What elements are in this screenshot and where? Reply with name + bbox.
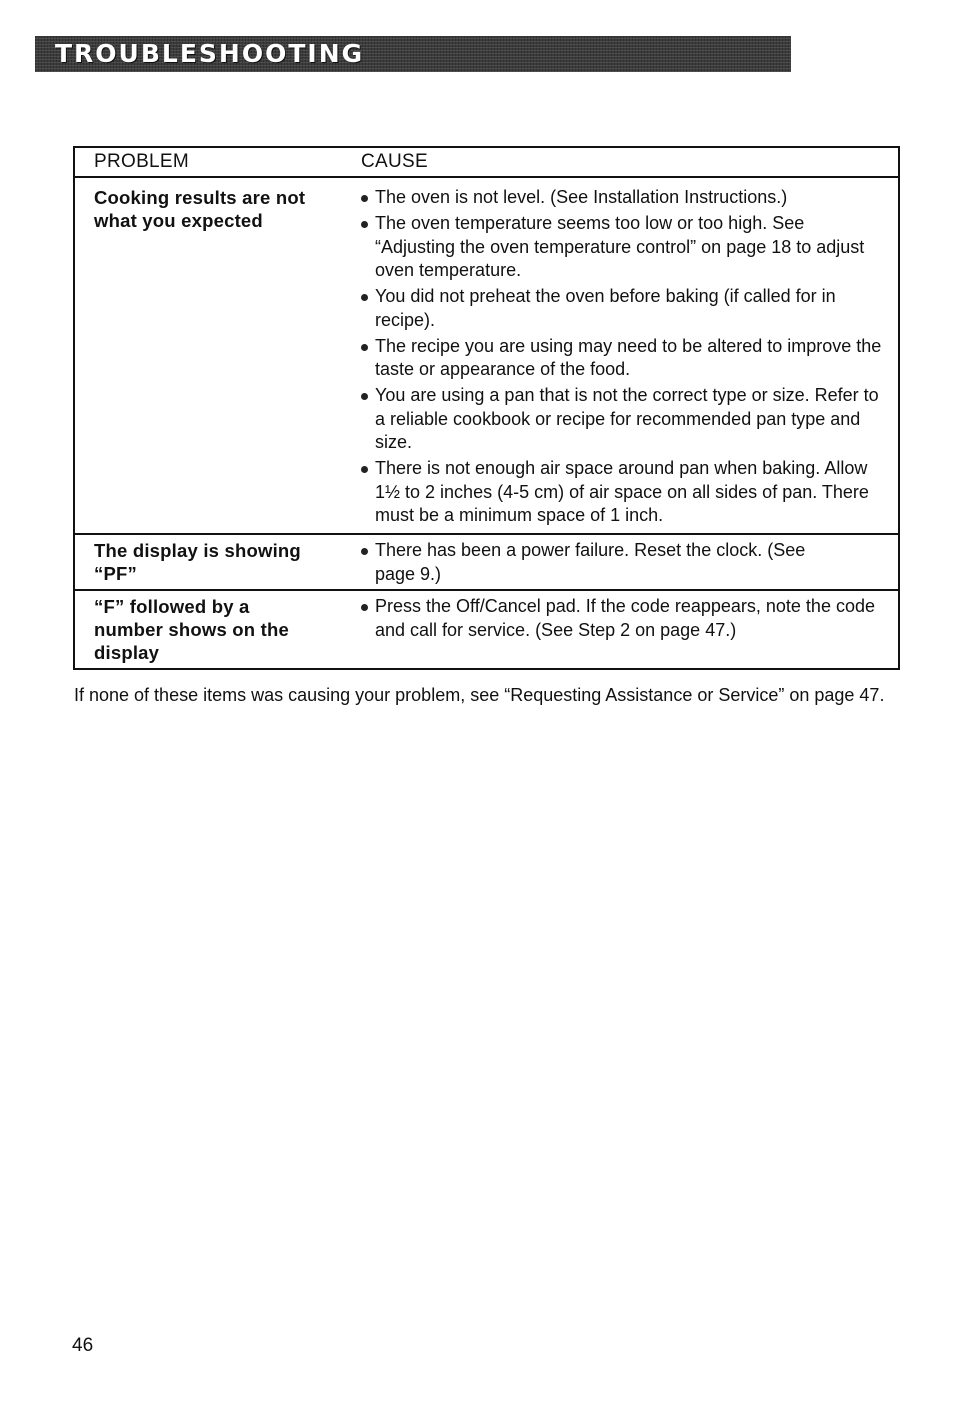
- problem-text: “F” followed by a number shows on the display: [94, 596, 289, 663]
- cause-item: [361, 539, 886, 586]
- cause-cell: [343, 186, 898, 530]
- bullet-icon: [361, 466, 368, 473]
- cause-text: There has been a power failure. Reset the clock. (See page 9.): [375, 540, 806, 584]
- troubleshooting-table: [73, 146, 900, 670]
- section-title: TROUBLESHOOTING: [55, 39, 365, 68]
- column-header-problem: PROBLEM: [94, 151, 190, 172]
- cause-text: The oven is not level. (See Installation Instructions.): [375, 187, 788, 207]
- cause-item: [361, 595, 886, 642]
- cause-list: [361, 539, 886, 586]
- problem-text: The display is showing “PF”: [94, 540, 301, 584]
- column-header-cause: CAUSE: [361, 151, 428, 172]
- cause-item: [361, 457, 886, 528]
- cause-list: [361, 595, 886, 642]
- bullet-icon: [361, 195, 368, 202]
- table-row: [75, 178, 898, 533]
- cause-text: The recipe you are using may need to be altered to improve the taste or appearance of the food.: [375, 335, 882, 379]
- cause-text: The oven temperature seems too low or too high. See “Adjusting the oven temperature control” on page 18 to adjust oven temperature.: [375, 213, 865, 280]
- cause-item: [361, 335, 886, 382]
- bullet-icon: [361, 294, 368, 301]
- bullet-icon: [361, 344, 368, 351]
- cause-cell: [343, 595, 898, 664]
- bullet-icon: [361, 604, 368, 611]
- problem-text: Cooking results are not what you expected: [94, 187, 306, 231]
- cause-text: You did not preheat the oven before baking (if called for in recipe).: [375, 286, 836, 330]
- cause-text: You are using a pan that is not the correct type or size. Refer to a reliable cookbook or recipe for recommended pan type and size.: [375, 385, 879, 452]
- bullet-icon: [361, 548, 368, 555]
- cause-item: [361, 384, 886, 455]
- cause-item: [361, 186, 886, 210]
- bullet-icon: [361, 221, 368, 228]
- footer-note: If none of these items was causing your problem, see “Requesting Assistance or Service” on page 47.: [74, 685, 885, 705]
- page-number: 46: [72, 1335, 94, 1356]
- table-row: [75, 533, 898, 589]
- bullet-icon: [361, 393, 368, 400]
- table-header-row: [75, 148, 898, 178]
- cause-item: [361, 212, 886, 283]
- table-row: [75, 589, 898, 668]
- section-banner: [35, 36, 791, 72]
- cause-list: [361, 186, 886, 528]
- cause-text: There is not enough air space around pan when baking. Allow 1½ to 2 inches (4-5 cm) of air space on all sides of pan. There must be a minimum space of 1 inch.: [375, 458, 869, 525]
- cause-text: Press the Off/Cancel pad. If the code reappears, note the code and call for service. (See Step 2 on page 47.): [375, 596, 875, 640]
- cause-cell: [343, 539, 898, 586]
- cause-item: [361, 285, 886, 332]
